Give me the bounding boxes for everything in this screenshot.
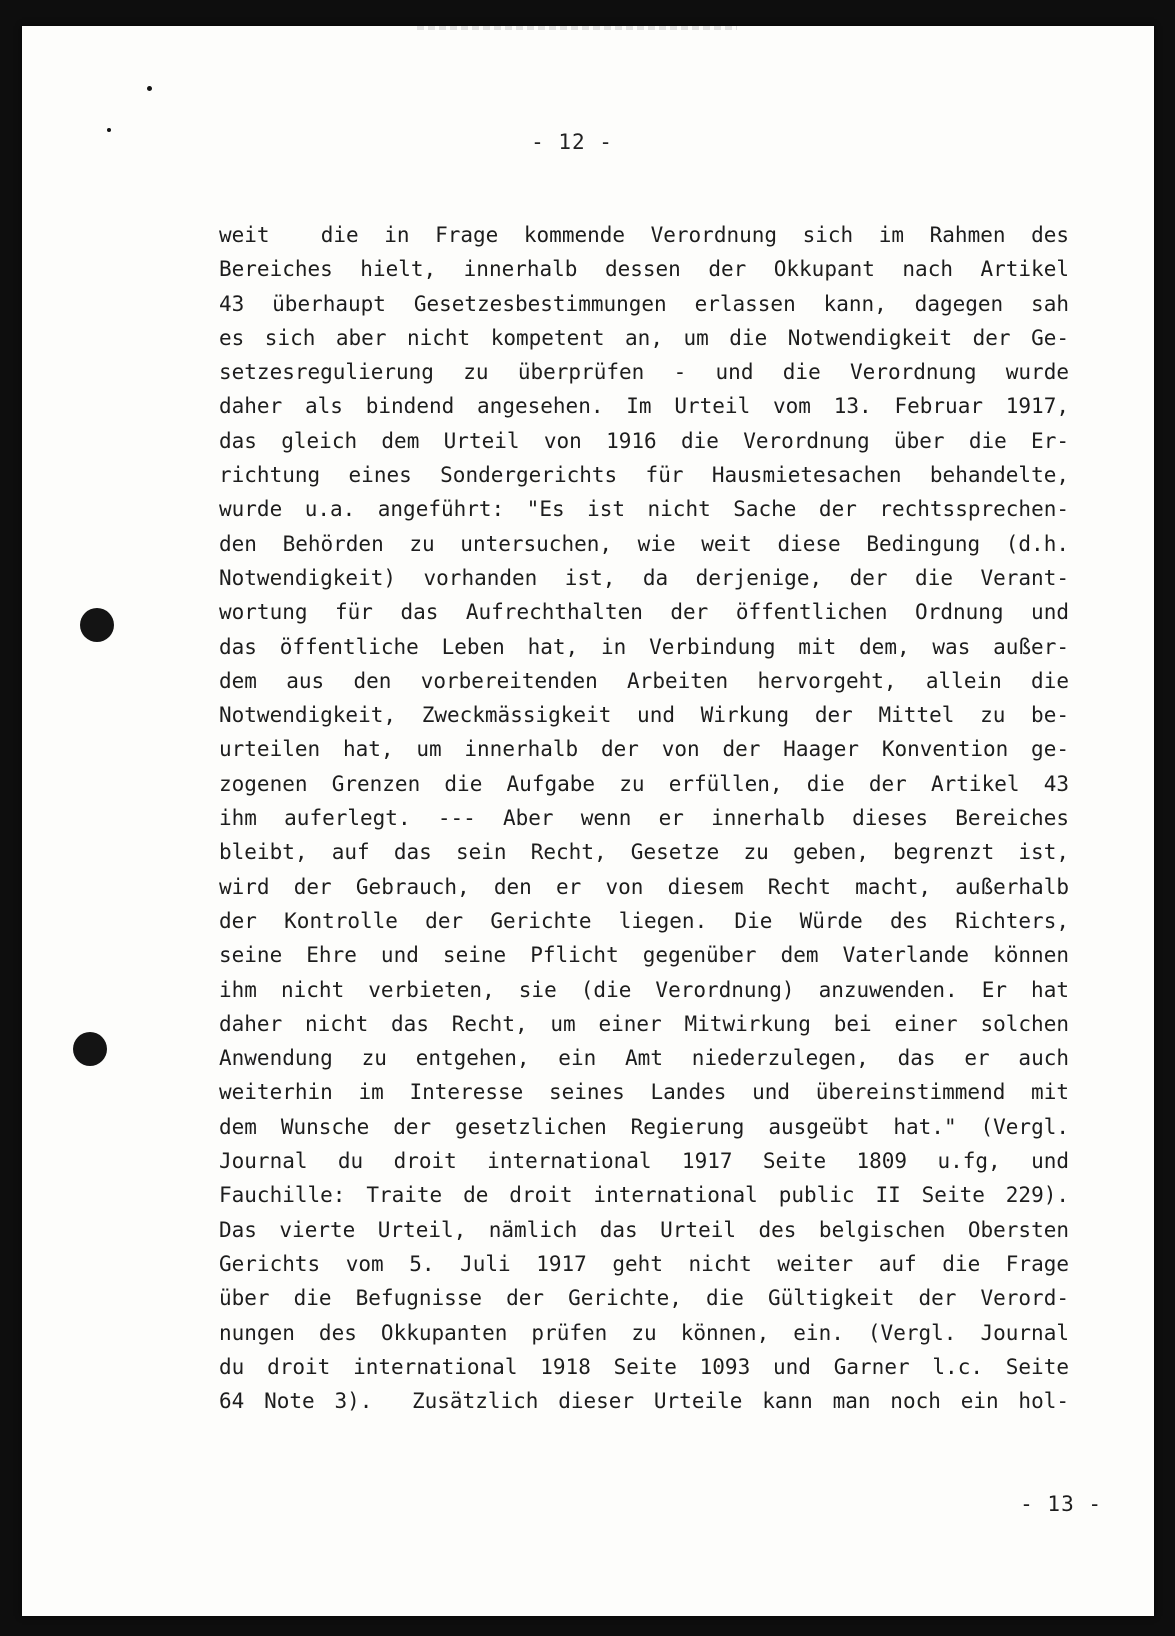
text-line: Bereiches hielt, innerhalb dessen der Okkupant nach Artikel [219, 257, 1069, 282]
ink-speck [147, 86, 152, 91]
document-page [22, 26, 1154, 1616]
text-line: Journal du droit international 1917 Seite 1809 u.fg, und [219, 1149, 1069, 1174]
text-line: das gleich dem Urteil von 1916 die Verordnung über die Er- [219, 428, 1069, 453]
text-line: Fauchille: Traite de droit international public II Seite 229). [219, 1183, 1069, 1208]
punch-hole [73, 1032, 107, 1066]
text-line: den Behörden zu untersuchen, wie weit diese Bedingung (d.h. [219, 531, 1069, 556]
text-line: das öffentliche Leben hat, in Verbindung mit dem, was außer- [219, 634, 1069, 659]
text-line: Das vierte Urteil, nämlich das Urteil des belgischen Obersten [219, 1217, 1069, 1242]
text-line: 64 Note 3). Zusätzlich dieser Urteile kann man noch ein hol- [219, 1389, 1069, 1414]
text-line: ihm auferlegt. --- Aber wenn er innerhalb dieses Bereiches [219, 806, 1069, 831]
text-line: richtung eines Sondergerichts für Hausmietesachen behandelte, [219, 463, 1069, 488]
catchword-next-page: - 13 - [1020, 1492, 1102, 1516]
text-line: weiterhin im Interesse seines Landes und übereinstimmend mit [219, 1080, 1069, 1105]
text-line: daher nicht das Recht, um einer Mitwirkung bei einer solchen [219, 1011, 1069, 1036]
text-line: Notwendigkeit, Zweckmässigkeit und Wirkung der Mittel zu be- [219, 703, 1069, 728]
text-line: setzesregulierung zu überprüfen - und die Verordnung wurde [219, 360, 1069, 385]
text-line: wortung für das Aufrechthalten der öffentlichen Ordnung und [219, 600, 1069, 625]
text-line: Gerichts vom 5. Juli 1917 geht nicht weiter auf die Frage [219, 1251, 1069, 1276]
text-line: daher als bindend angesehen. Im Urteil vom 13. Februar 1917, [219, 394, 1069, 419]
punch-hole [80, 608, 114, 642]
text-line: seine Ehre und seine Pflicht gegenüber dem Vaterlande können [219, 943, 1069, 968]
text-line: zogenen Grenzen die Aufgabe zu erfüllen, die der Artikel 43 [219, 771, 1069, 796]
text-line: über die Befugnisse der Gerichte, die Gültigkeit der Verord- [219, 1286, 1069, 1311]
text-line: Notwendigkeit) vorhanden ist, da derjenige, der die Verant- [219, 565, 1069, 590]
text-line: es sich aber nicht kompetent an, um die Notwendigkeit der Ge- [219, 325, 1069, 350]
text-line: ihm nicht verbieten, sie (die Verordnung) anzuwenden. Er hat [219, 977, 1069, 1002]
ink-speck [107, 128, 111, 132]
faded-header-mark [417, 26, 737, 30]
text-line: wird der Gebrauch, den er von diesem Recht macht, außerhalb [219, 874, 1069, 899]
text-line: weit die in Frage kommende Verordnung sich im Rahmen des [219, 223, 1069, 247]
text-line: bleibt, auf das sein Recht, Gesetze zu geben, begrenzt ist, [219, 840, 1069, 865]
text-line: urteilen hat, um innerhalb der von der Haager Konvention ge- [219, 737, 1069, 762]
text-line: Anwendung zu entgehen, ein Amt niederzulegen, das er auch [219, 1046, 1069, 1071]
text-line: dem aus den vorbereitenden Arbeiten hervorgeht, allein die [219, 668, 1069, 693]
body-text [219, 218, 1069, 1418]
text-line: 43 überhaupt Gesetzesbestimmungen erlassen kann, dagegen sah [219, 291, 1069, 316]
text-line: wurde u.a. angeführt: "Es ist nicht Sache der rechtssprechen- [219, 497, 1069, 522]
text-line: nungen des Okkupanten prüfen zu können, ein. (Vergl. Journal [219, 1320, 1069, 1345]
text-line: dem Wunsche der gesetzlichen Regierung ausgeübt hat." (Vergl. [219, 1114, 1069, 1139]
text-line: du droit international 1918 Seite 1093 und Garner l.c. Seite [219, 1354, 1069, 1379]
page-number: - 12 - [531, 130, 613, 154]
text-line: der Kontrolle der Gerichte liegen. Die Würde des Richters, [219, 908, 1069, 933]
